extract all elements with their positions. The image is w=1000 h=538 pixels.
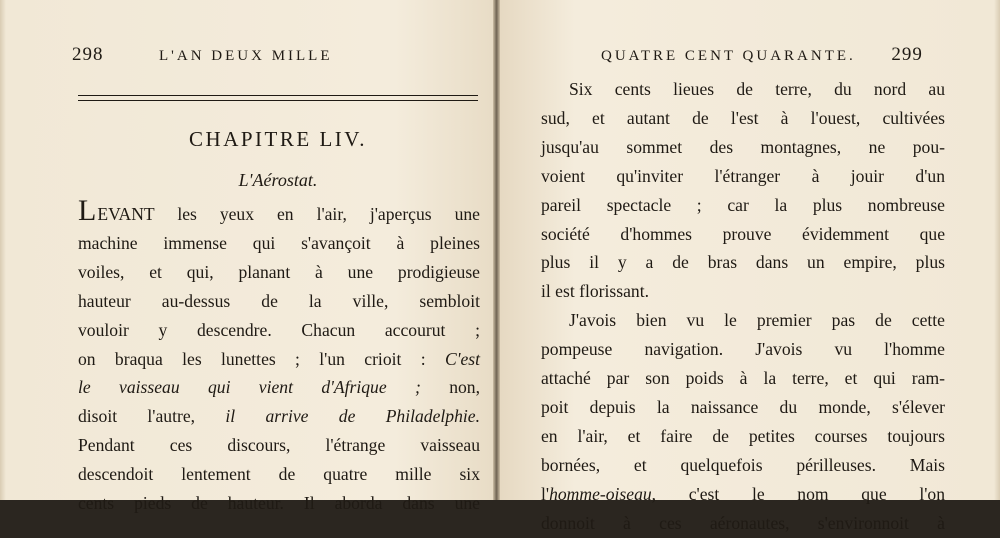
- text-line: [541, 306, 945, 335]
- left-page: [0, 0, 493, 514]
- text-run: on braqua les lunettes ; l'un crioit :: [78, 348, 445, 369]
- text-run: vouloir y descendre. Chacun accourut ;: [78, 319, 480, 340]
- left-page-body: [78, 196, 480, 518]
- text-run: donnoit à ces aéronautes, s'environnoit à: [541, 512, 945, 533]
- drop-cap: L: [78, 194, 98, 227]
- text-line: [78, 373, 480, 402]
- text-line: [541, 451, 945, 480]
- page-edge: [0, 0, 6, 500]
- text-line: [541, 220, 945, 249]
- right-page-body: [541, 75, 945, 538]
- text-run: le vaisseau qui vient d'Afrique ;: [78, 377, 421, 398]
- running-head-left: [72, 44, 333, 66]
- text-run: bornées, et quelquefois périlleuses. Mais: [541, 454, 945, 475]
- text-run: il est florissant.: [541, 281, 649, 302]
- text-line: [541, 509, 945, 538]
- text-line: [541, 277, 945, 306]
- text-run: homme-oiseau: [549, 483, 652, 504]
- book-gutter: [493, 0, 500, 500]
- text-line: [78, 316, 480, 345]
- text-run: jusqu'au sommet des montagnes, ne pou-: [541, 136, 945, 157]
- running-head-left-text: L'AN DEUX MILLE: [159, 48, 333, 64]
- text-line: [78, 345, 480, 374]
- page-edge: [994, 0, 1000, 500]
- text-line: [78, 489, 480, 518]
- text-run: machine immense qui s'avançoit à pleines: [78, 232, 480, 253]
- text-run: J'avois bien vu le premier pas de cette: [569, 310, 945, 331]
- text-run: , c'est le nom que l'on: [651, 483, 945, 504]
- text-run: l': [541, 483, 550, 504]
- page-number-right: 299: [891, 44, 923, 65]
- text-run: hauteur au-dessus de la ville, sembloit: [78, 290, 480, 311]
- running-head-right-text: QUATRE CENT QUARANTE.: [601, 48, 856, 64]
- text-line: [541, 422, 945, 451]
- text-line: [78, 258, 480, 287]
- text-line: [78, 402, 480, 431]
- text-run: voient qu'inviter l'étranger à jouir d'un: [541, 165, 945, 186]
- text-line: [78, 196, 480, 229]
- text-line: [78, 287, 480, 316]
- section-title: L'Aérostat.: [238, 170, 318, 190]
- chapter-title: CHAPITRE LIV.: [189, 127, 367, 151]
- text-run: voiles, et qui, planant à une prodigieuse: [78, 261, 480, 282]
- text-run: disoit l'autre,: [78, 406, 226, 427]
- text-line: [541, 393, 945, 422]
- show-through-text: [170, 108, 174, 128]
- text-run: en l'air, et faire de petites courses toujours: [541, 425, 945, 446]
- text-run: société d'hommes prouve évidemment que: [541, 223, 945, 244]
- text-run: poit depuis la naissance du monde, s'élever: [541, 396, 945, 417]
- text-line: [78, 229, 480, 258]
- text-run: attaché par son poids à la terre, et qui ram-: [541, 368, 945, 389]
- text-run: non,: [420, 377, 480, 398]
- text-line: [541, 480, 945, 509]
- text-run: EVANT les yeux en l'air, j'aperçus une: [97, 204, 480, 224]
- text-run: pompeuse navigation. J'avois vu l'homme: [541, 339, 945, 360]
- text-run: descendoit lentement de quatre mille six: [78, 464, 480, 485]
- text-line: [541, 335, 945, 364]
- text-line: [541, 191, 945, 220]
- text-line: [541, 364, 945, 393]
- page-number-left: 298: [72, 44, 104, 65]
- text-run: Pendant ces discours, l'étrange vaisseau: [78, 435, 480, 456]
- running-head-right: [601, 44, 923, 66]
- text-line: [541, 248, 945, 277]
- text-run: Six cents lieues de terre, du nord au: [569, 79, 945, 99]
- text-line: [78, 431, 480, 460]
- text-line: [541, 133, 945, 162]
- text-line: [541, 104, 945, 133]
- text-line: [541, 75, 945, 104]
- text-run: cents pieds de hauteur. Il aborda dans une: [78, 493, 480, 514]
- text-run: pareil spectacle ; car la plus nombreuse: [541, 194, 945, 215]
- text-run: il arrive de Philadelphie.: [225, 406, 480, 427]
- text-run: plus il y a de bras dans un empire, plus: [541, 252, 945, 273]
- double-rule: [78, 95, 478, 101]
- text-line: [541, 162, 945, 191]
- text-line: [78, 460, 480, 489]
- text-run: sud, et autant de l'est à l'ouest, cultivées: [541, 107, 945, 128]
- right-page: [500, 0, 1000, 533]
- text-run: C'est: [444, 348, 480, 369]
